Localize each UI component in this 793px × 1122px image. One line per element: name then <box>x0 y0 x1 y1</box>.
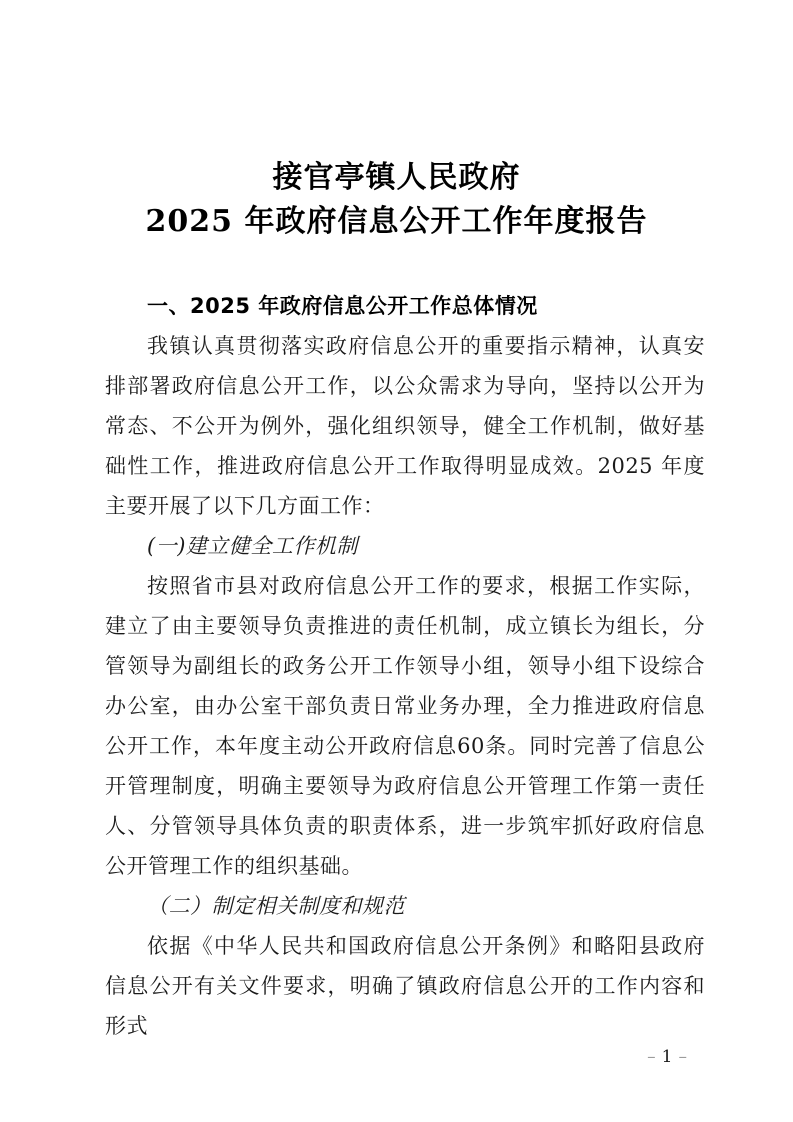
page-number <box>643 1047 693 1067</box>
page-number-dash-left: – <box>647 1047 658 1067</box>
page-number-value: 1 <box>661 1047 675 1067</box>
section-heading1: 一、2025 年政府信息公开工作总体情况 <box>147 294 538 318</box>
title-line-1: 接官亭镇人民政府 <box>272 160 521 195</box>
document-body <box>105 286 705 1046</box>
paragraph: 我镇认真贯彻落实政府信息公开的重要指示精神，认真安排部署政府信息公开工作，以公众需求为导向，坚持以公开为常态、不公开为例外，强化组织领导，健全工作机制，做好基础性工作，推进政府信息公开工作取得明显成效。2025 年度主要开展了以下几方面工作： <box>105 334 705 518</box>
page-number-dash-right: – <box>678 1047 689 1067</box>
paragraph: 依据《中华人民共和国政府信息公开条例》和略阳县政府信息公开有关文件要求，明确了镇政府信息公开的工作内容和形式 <box>105 934 705 1038</box>
title-line-2: 2025 年政府信息公开工作年度报告 <box>145 204 648 239</box>
document-title <box>0 156 793 244</box>
paragraph: 按照省市县对政府信息公开工作的要求，根据工作实际，建立了由主要领导负责推进的责任机制，成立镇长为组长，分管领导为副组长的政务公开工作领导小组，领导小组下设综合办公室，由办公室干部负责日常业务办理，全力推进政府信息公开工作，本年度主动公开政府信息60条。同时完善了信息公开管理制度，明确主要领导为政府信息公开管理工作第一责任人、分管领导具体负责的职责体系，进一步筑牢抓好政府信息公开管理工作的组织基础。 <box>105 574 705 878</box>
section-heading2: (一)建立健全工作机制 <box>147 534 358 558</box>
section-heading2: （二）制定相关制度和规范 <box>147 894 405 918</box>
